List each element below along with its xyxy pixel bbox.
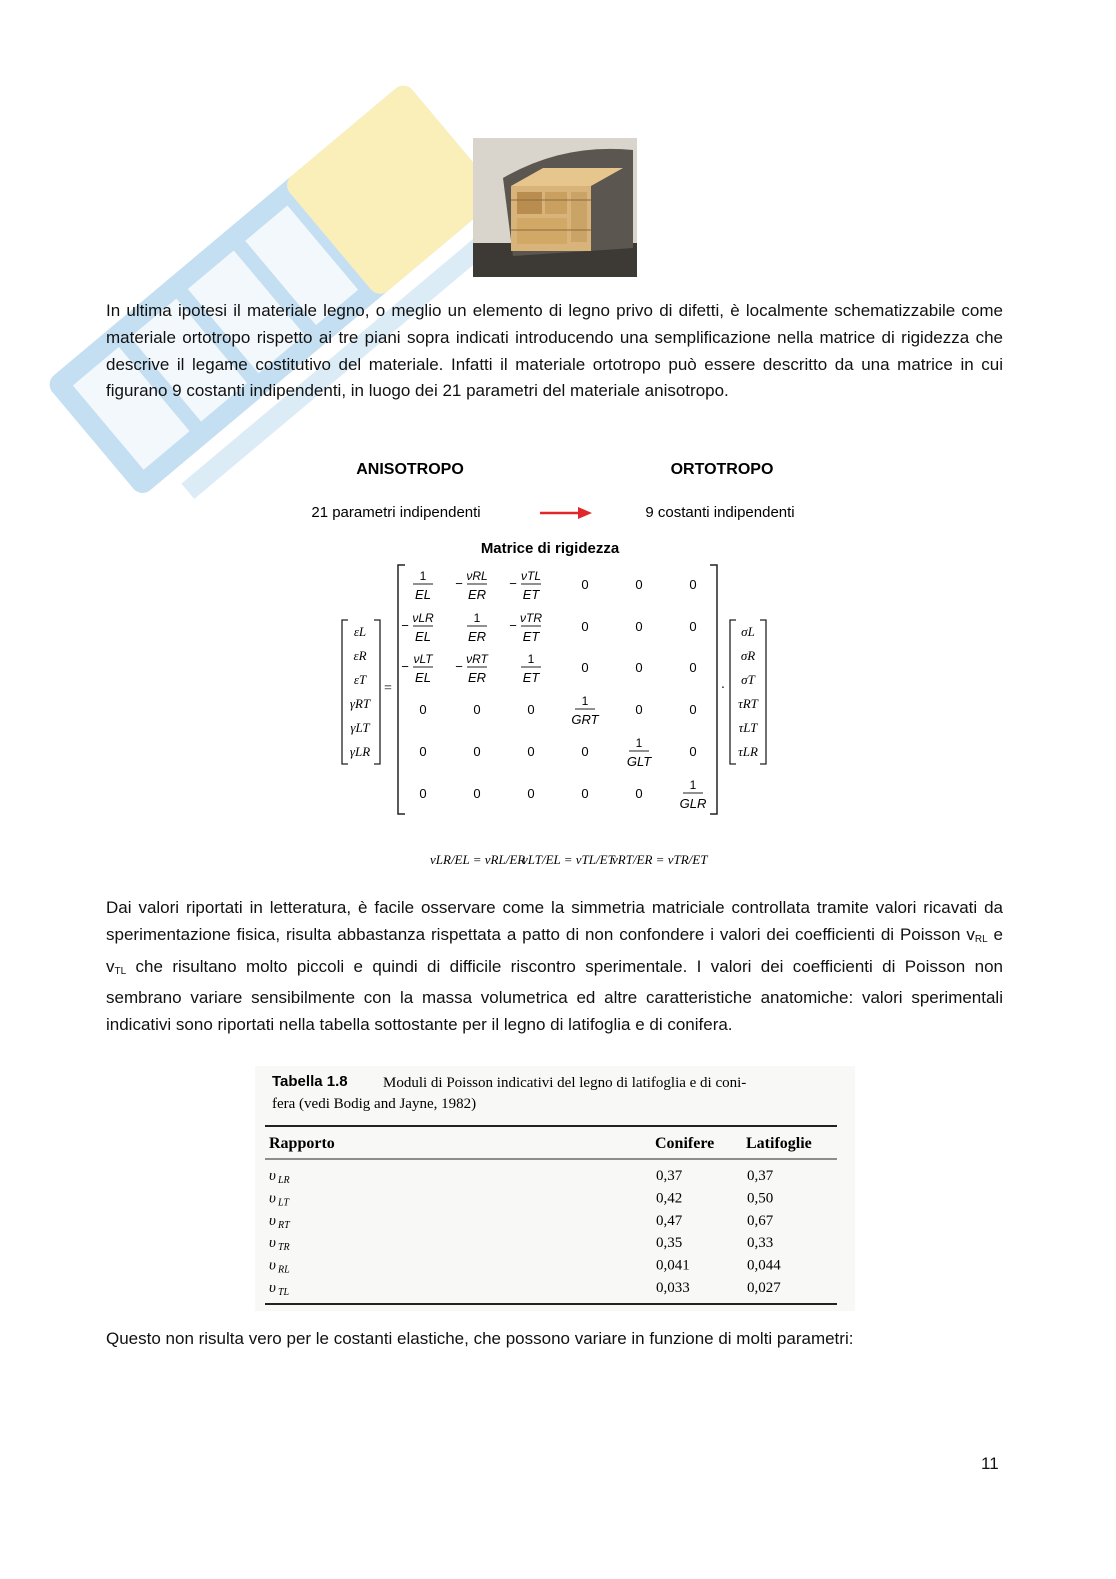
strain-4: γLT — [350, 720, 370, 735]
conifere-value: 0,37 — [656, 1168, 683, 1184]
fraction-denominator: ET — [522, 629, 540, 644]
matrix-zero: 0 — [581, 619, 589, 634]
matrix-zero: 0 — [527, 702, 535, 717]
fraction-numerator: 1 — [527, 652, 535, 666]
matrix-zero: 0 — [635, 619, 643, 634]
minus-sign: − — [509, 576, 517, 591]
minus-sign: − — [455, 659, 463, 674]
latifoglie-value: 0,37 — [747, 1168, 774, 1184]
matrix-zero: 0 — [581, 660, 589, 675]
wood-log-photo — [473, 138, 637, 277]
matrix-zero: 0 — [527, 786, 535, 801]
fraction-denominator: ER — [467, 629, 487, 644]
matrix-zero: 0 — [581, 744, 589, 759]
poisson-table — [255, 1066, 855, 1311]
latifoglie-value: 0,027 — [747, 1280, 781, 1296]
header-conifere: Conifere — [655, 1135, 715, 1152]
latifoglie-value: 0,044 — [747, 1257, 781, 1274]
conifere-value: 0,42 — [656, 1190, 683, 1207]
fraction-numerator: νTR — [520, 611, 542, 625]
matrix-zero: 0 — [689, 744, 697, 759]
minus-sign: − — [455, 576, 463, 591]
strain-0: εL — [353, 624, 367, 639]
fraction-denominator: ER — [467, 670, 487, 685]
matrix-zero: 0 — [635, 577, 643, 592]
stress-3: τRT — [738, 696, 758, 711]
fraction-numerator: 1 — [635, 736, 643, 750]
matrix-title: Matrice di rigidezza — [480, 540, 620, 557]
strain-2: εT — [353, 672, 367, 687]
fraction-numerator: 1 — [689, 778, 697, 792]
matrix-zero: 0 — [689, 702, 697, 717]
fraction-denominator: EL — [415, 670, 431, 685]
conifere-value: 0,041 — [656, 1257, 690, 1274]
stiffness-matrix-diagram — [290, 452, 830, 882]
matrix-zero: 0 — [473, 786, 481, 801]
stress-vector — [730, 620, 766, 764]
symmetry-relation-1: νLR/EL = νRL/ER — [430, 852, 526, 867]
fraction-denominator: EL — [415, 629, 431, 644]
strain-3: γRT — [349, 696, 371, 711]
ratio-symbol: υ — [269, 1168, 276, 1184]
matrix-zero: 0 — [635, 702, 643, 717]
strain-1: εR — [353, 648, 367, 663]
stress-4: τLT — [738, 720, 758, 735]
fraction-numerator: 1 — [473, 611, 481, 625]
symmetry-relation-3: νRT/ER = νTR/ET — [612, 852, 708, 867]
ratio-symbol: υ — [269, 1212, 276, 1229]
ortotropo-title: ORTOTROPO — [670, 461, 774, 478]
fraction-denominator: ET — [522, 670, 540, 685]
matrix-zero: 0 — [419, 786, 427, 801]
matrix-zero: 0 — [581, 786, 589, 801]
fraction-numerator: νTL — [520, 569, 542, 583]
table-caption-line1: Moduli di Poisson indicativi del legno di latifoglia e di coni- — [383, 1075, 747, 1091]
table-caption-line2: fera (vedi Bodig and Jayne, 1982) — [272, 1096, 477, 1112]
strain-vector — [342, 620, 380, 764]
conifere-value: 0,033 — [656, 1280, 690, 1296]
p2-sub-tl: TL — [114, 965, 127, 977]
matrix-zero: 0 — [473, 744, 481, 759]
paragraph-poisson-symmetry — [106, 895, 1003, 1039]
anisotropo-title: ANISOTROPO — [356, 461, 464, 478]
strain-5: γLR — [349, 744, 371, 759]
ratio-subscript: TR — [278, 1242, 290, 1254]
matrix-zero: 0 — [689, 577, 697, 592]
matrix-zero: 0 — [419, 744, 427, 759]
fraction-denominator: GLR — [679, 796, 707, 811]
symmetry-relation-2: νLT/EL = νTL/ET — [522, 852, 615, 867]
fraction-numerator: 1 — [419, 569, 427, 583]
ratio-subscript: RT — [278, 1219, 290, 1231]
p2-part3: che risultano molto piccoli e quindi di difficile riscontro sperimentale. I valori dei coefficienti di Poisson non sembrano variare sensibilmente con la massa volumetrica ed altre caratteristiche anatomiche: valori sperimentali indicativi sono riportati nella tabella sottostante per il legno di latifoglia e di conifera. — [106, 956, 1003, 1035]
stress-0: σL — [741, 624, 755, 639]
ratio-subscript: LT — [278, 1197, 289, 1209]
p2-sub-rl: RL — [974, 933, 988, 945]
latifoglie-value: 0,50 — [747, 1190, 774, 1207]
matrix-zero: 0 — [527, 744, 535, 759]
matrix-zero: 0 — [635, 660, 643, 675]
paragraph-elastic-constants: Questo non risulta vero per le costanti elastiche, che possono variare in funzione di molti parametri: — [106, 1329, 854, 1348]
conifere-value: 0,35 — [656, 1235, 683, 1252]
fraction-numerator: 1 — [581, 694, 589, 708]
product-dot: · — [720, 681, 726, 696]
page-number: 11 — [981, 1454, 999, 1473]
ratio-symbol: υ — [269, 1280, 276, 1296]
ratio-subscript: LR — [278, 1175, 290, 1186]
red-arrow — [540, 507, 592, 519]
matrix-zero: 0 — [581, 577, 589, 592]
matrix-zero: 0 — [473, 702, 481, 717]
stress-2: σT — [741, 672, 755, 687]
ratio-subscript: TL — [278, 1287, 290, 1298]
equals-sign: = — [384, 681, 392, 696]
fraction-denominator: EL — [415, 587, 431, 602]
minus-sign: − — [401, 659, 409, 674]
fraction-denominator: ET — [522, 587, 540, 602]
conifere-value: 0,47 — [656, 1212, 683, 1229]
latifoglie-value: 0,67 — [747, 1212, 774, 1229]
ratio-symbol: υ — [269, 1257, 276, 1274]
matrix-zero: 0 — [419, 702, 427, 717]
table-label: Tabella 1.8 — [272, 1073, 348, 1090]
fraction-numerator: νRT — [466, 652, 488, 666]
table-rows — [269, 1168, 781, 1298]
header-latifoglie: Latifoglie — [746, 1135, 812, 1152]
ortotropo-caption: 9 costanti indipendenti — [645, 504, 795, 521]
stress-5: τLR — [738, 744, 758, 759]
latifoglie-value: 0,33 — [747, 1235, 774, 1252]
fraction-numerator: νLR — [412, 611, 434, 625]
matrix-zero: 0 — [689, 619, 697, 634]
stress-1: σR — [740, 648, 756, 663]
matrix-zero: 0 — [689, 660, 697, 675]
matrix-zero: 0 — [635, 786, 643, 801]
fraction-numerator: νLT — [413, 652, 433, 666]
ratio-symbol: υ — [269, 1190, 276, 1207]
fraction-denominator: GLT — [626, 754, 652, 769]
minus-sign: − — [509, 618, 517, 633]
minus-sign: − — [401, 618, 409, 633]
matrix-cells — [401, 569, 706, 811]
ratio-subscript: RL — [278, 1264, 290, 1276]
ratio-symbol: υ — [269, 1235, 276, 1252]
p2-part2: e v — [106, 924, 1003, 976]
header-rapporto: Rapporto — [269, 1135, 335, 1152]
fraction-denominator: GRT — [571, 712, 599, 727]
anisotropo-caption: 21 parametri indipendenti — [311, 504, 481, 521]
p2-part1: Dai valori riportati in letteratura, è facile osservare come la simmetria matriciale controllata tramite valori ricavati da sperimentazione fisica, risulta abbastanza rispettata a patto di non confondere i valori dei coefficienti di Poisson v — [106, 898, 1003, 944]
fraction-denominator: ER — [467, 587, 487, 602]
fraction-numerator: νRL — [466, 569, 488, 583]
paragraph-orthotropic-intro: In ultima ipotesi il materiale legno, o meglio un elemento di legno privo di difetti, è localmente schematizzabile come materiale ortotropo rispetto ai tre piani sopra indicati introducendo una semplificazione nella matrice di rigidezza che descrive il legame costitutivo del materiale. Infatti il materiale ortotropo può essere descritto da una matrice in cui figurano 9 costanti indipendenti, in luogo dei 21 parametri del materiale anisotropo. — [106, 301, 1003, 401]
